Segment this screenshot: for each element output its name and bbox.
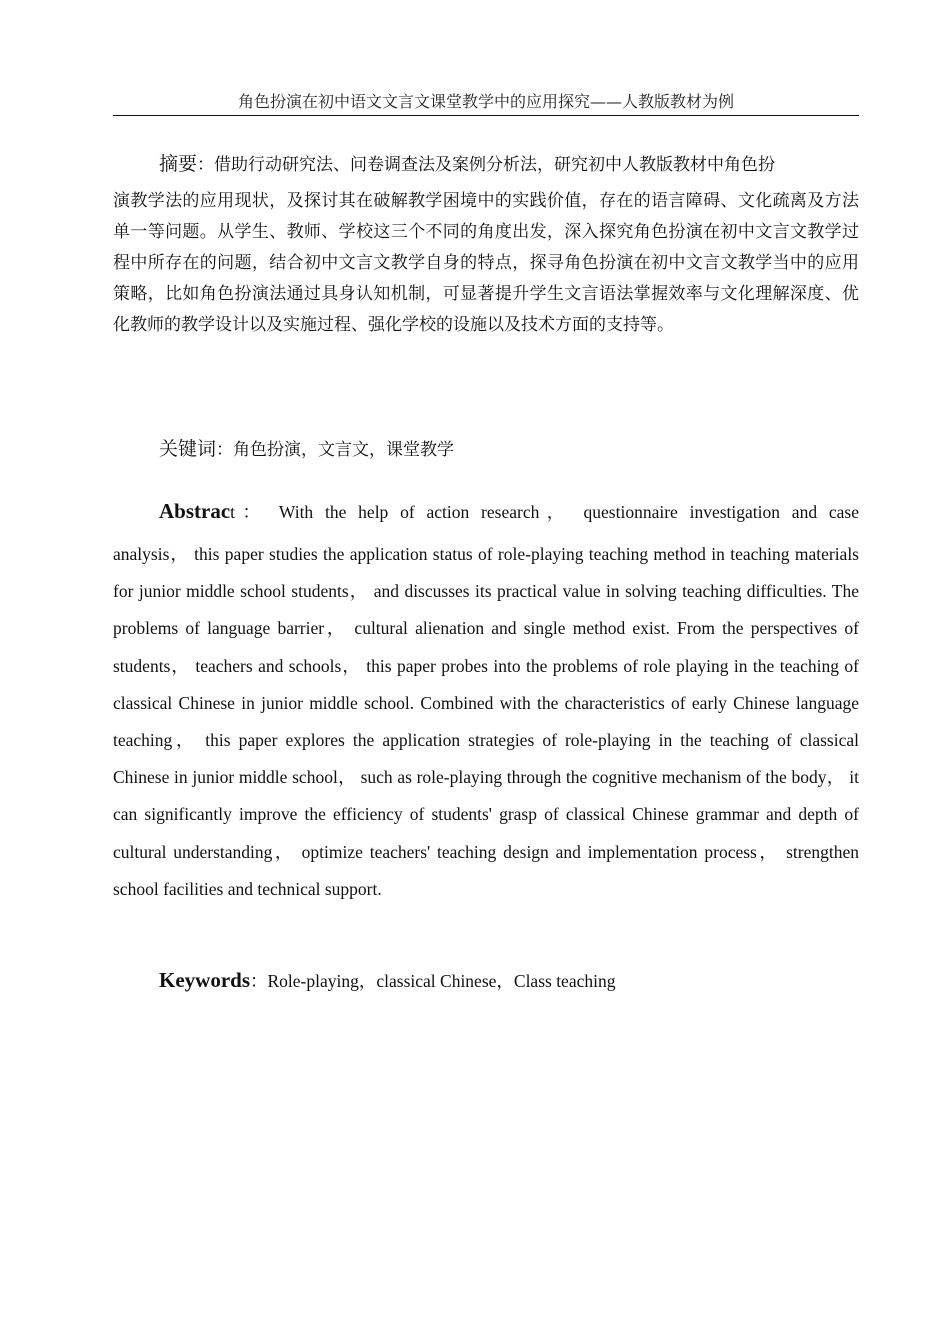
chinese-keywords-value: 角色扮演，文言文，课堂教学 <box>233 440 455 460</box>
chinese-keywords <box>113 433 859 466</box>
chinese-abstract-text-start: 借助行动研究法、问卷调查法及案例分析法，研究初中人教版教材中角色扮 <box>214 155 776 175</box>
english-abstract-label: Abstrac <box>159 499 231 523</box>
chinese-abstract-label: 摘要 <box>159 153 198 175</box>
english-keywords-label: Keywords <box>159 968 250 992</box>
english-abstract-text-start: With the help of action research， questionnaire investigation and case <box>278 502 859 522</box>
english-keywords-value: Role-playing，classical Chinese，Class teaching <box>267 971 616 991</box>
english-keywords <box>113 962 859 999</box>
chinese-keywords-label: 关键词 <box>159 438 217 460</box>
english-abstract <box>113 491 859 908</box>
english-keywords-colon: ： <box>250 971 268 991</box>
english-abstract-text: analysis， this paper studies the application status of role-playing teaching method in teaching materials for junior middle school students， and discusses its practical value in solving teaching difficulties. The problems of language barrier， cultural alienation and single method exist. From the perspectives of students， teachers and schools， this paper probes into the problems of role playing in the teaching of classical Chinese in junior middle school. Combined with the characteristics of early Chinese language teaching， this paper explores the application strategies of role-playing in the teaching of classical Chinese in junior middle school， such as role-playing through the cognitive mechanism of the body， it can significantly improve the efficiency of students' grasp of classical Chinese grammar and depth of cultural understanding， optimize teachers' teaching design and implementation process， strengthen school facilities and technical support. <box>113 544 859 899</box>
chinese-abstract-text: 演教学法的应用现状，及探讨其在破解教学困境中的实践价值，存在的语言障碍、文化疏离及方法单一等问题。从学生、教师、学校这三个不同的角度出发，深入探究角色扮演在初中文言文教学过程中所存在的问题，结合初中文言文教学自身的特点，探寻角色扮演在初中文言文教学当中的应用策略，比如角色扮演法通过具身认知机制，可显著提升学生文言语法掌握效率与文化理解深度、优化教师的教学设计以及实施过程、强化学校的设施以及技术方面的支持等。 <box>113 191 859 335</box>
chinese-keywords-colon: ： <box>216 440 234 460</box>
header-title: 角色扮演在初中语文文言文课堂教学中的应用探究——人教版教材为例 <box>237 92 734 111</box>
english-abstract-label-tail: t： <box>230 502 268 522</box>
running-header <box>113 90 859 116</box>
chinese-abstract-colon: ： <box>197 155 215 175</box>
english-abstract-first-line <box>113 491 859 532</box>
chinese-abstract <box>113 146 859 341</box>
chinese-abstract-first-line <box>113 146 859 183</box>
